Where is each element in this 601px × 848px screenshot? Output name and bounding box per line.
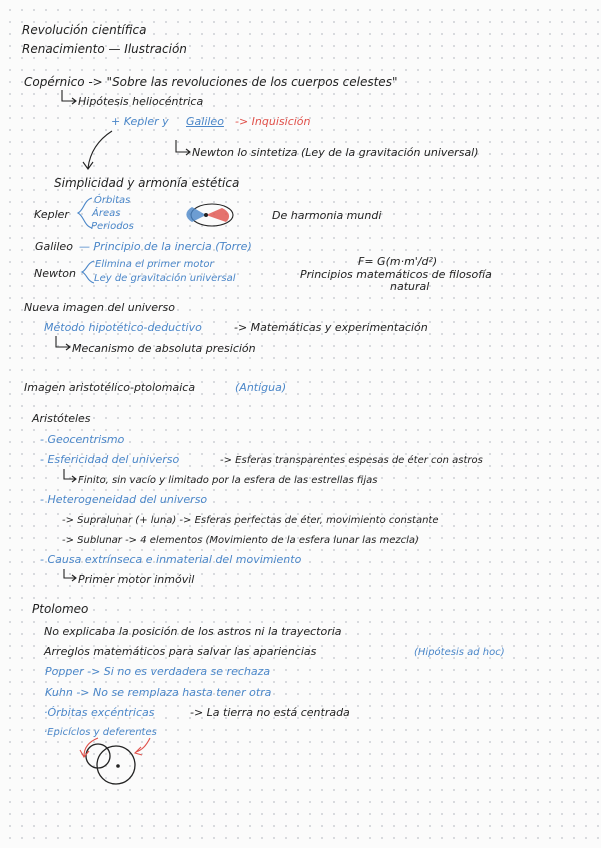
kepler-galileo-prefix: + Kepler y	[111, 115, 169, 128]
simplicidad-text: Simplicidad y armonía estética	[54, 176, 240, 190]
kuhn-text: Kuhn -> No se remplaza hasta tener otra	[45, 686, 272, 699]
newton-brace-icon	[82, 261, 94, 283]
formula-gravitacion: F= G(m·m'/d²)	[358, 255, 438, 268]
causa-text: - Causa extrínseca e inmaterial del movimiento	[40, 553, 302, 566]
supralunar-text: -> Supralunar (+ luna) -> Esferas perfectas de éter, movimiento constante	[62, 515, 439, 526]
galileo-link: Galileo	[186, 115, 224, 128]
hook-arrow-icon	[64, 569, 76, 581]
kepler-item: Periodos	[91, 221, 134, 232]
harmonia-mundi: De harmonia mundi	[272, 209, 382, 222]
orbitas-rest: -> La tierra no está centrada	[190, 706, 350, 719]
inercia-text: — Principio de la inercia (Torre)	[79, 240, 252, 253]
esfericidad-rest: -> Esferas transparentes espesas de éter con astros	[220, 455, 483, 466]
kepler-brace-icon	[78, 198, 92, 228]
sublunar-text: -> Sublunar -> 4 elementos (Movimiento de la esfera lunar las mezcla)	[62, 535, 419, 546]
epiciclos-text: ·Epicíclos y deferentes	[44, 727, 157, 738]
aristotelico-title: Imagen aristotélico-ptolomaica	[24, 381, 196, 394]
metodo-rest: -> Matemáticas y experimentación	[234, 321, 428, 334]
newton-label: Newton	[34, 267, 77, 280]
hook-arrow-icon	[56, 336, 70, 350]
epicycle-diagram-icon	[80, 738, 150, 784]
antigua-tag: (Antigua)	[235, 381, 287, 394]
hook-arrow-icon	[176, 140, 190, 155]
esfericidad: - Esfericidad del universo	[40, 453, 180, 466]
inquisicion-text: -> Inquisición	[235, 115, 311, 128]
hook-arrow-icon	[62, 90, 76, 104]
copernico-line: Copérnico -> "Sobre las revoluciones de los cuerpos celestes"	[24, 75, 398, 89]
curved-arrow-icon	[83, 131, 112, 169]
ptolomeo-line-2: Arreglos matemáticos para salvar las apariencias	[44, 645, 317, 658]
ptolomeo-line-1: No explicaba la posición de los astros ni la trayectoria	[44, 625, 342, 638]
popper-text: Popper -> Si no es verdadera se rechaza	[45, 665, 271, 678]
hook-arrow-icon	[64, 469, 76, 482]
principia-line-1: Principios matemáticos de filosofía	[300, 268, 492, 281]
galileo-label: Galileo	[35, 240, 73, 253]
newton-item: Ley de gravitación universal	[94, 273, 236, 284]
kepler-item: Órbitas	[94, 195, 131, 206]
hipotesis-ad-hoc: (Hipótesis ad hoc)	[414, 647, 505, 658]
orbitas-excentricas: ·Órbitas excéntricas	[44, 706, 155, 719]
metodo-text: Método hipotético-deductivo	[44, 321, 202, 334]
aristoteles-heading: Aristóteles	[32, 412, 91, 425]
mecanismo-text: Mecanismo de absoluta presición	[72, 342, 256, 355]
heterogeneidad: - Heterogeneidad del universo	[40, 493, 208, 506]
kepler-item: Áreas	[92, 208, 121, 219]
geocentrismo: - Geocentrismo	[40, 433, 125, 446]
page-subtitle: Renacimiento — Ilustración	[22, 42, 187, 56]
finito-text: Finito, sin vacío y limitado por la esfera de las estrellas fijas	[78, 475, 378, 486]
hipotesis-heliocentrica: Hipótesis heliocéntrica	[78, 95, 204, 108]
nueva-imagen-title: Nueva imagen del universo	[24, 301, 176, 314]
primer-motor-text: Primer motor inmóvil	[78, 573, 195, 586]
principia-line-2: natural	[390, 280, 430, 293]
newton-item: Elimina el primer motor	[95, 259, 214, 270]
page-title: Revolución científica	[22, 23, 147, 37]
kepler-label: Kepler	[34, 208, 69, 221]
elliptical-orbit-icon	[186, 204, 233, 226]
newton-sintetiza: Newton lo sintetiza (Ley de la gravitación universal)	[192, 146, 479, 159]
ptolomeo-heading: Ptolomeo	[32, 602, 89, 616]
